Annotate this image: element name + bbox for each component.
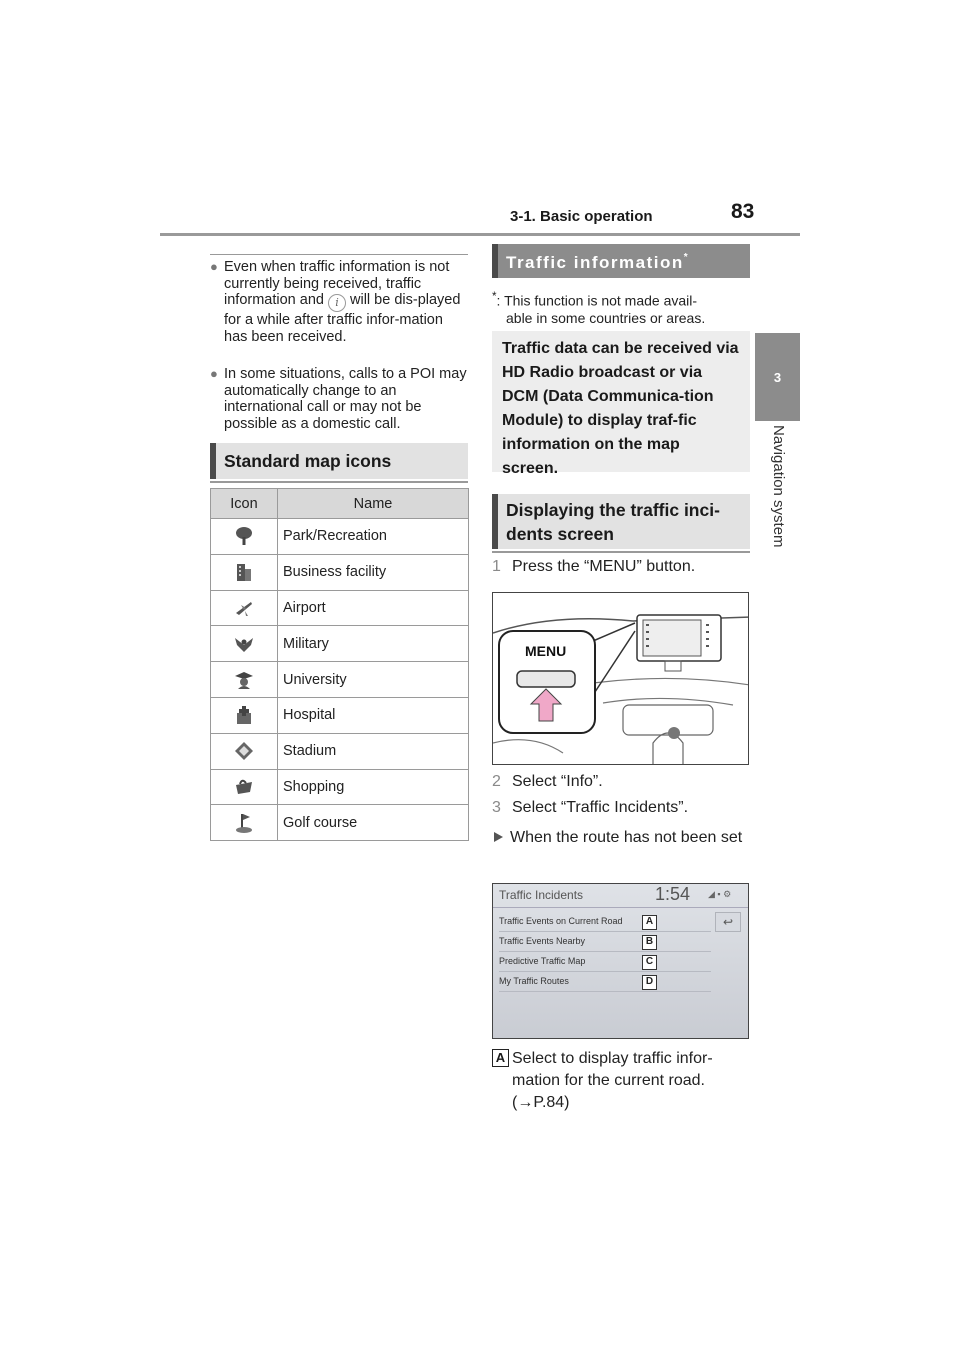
icon-name: Shopping: [278, 769, 469, 805]
callout-a-label: A: [492, 1049, 509, 1067]
hospital-icon: [233, 704, 255, 726]
icon-name: Hospital: [278, 697, 469, 733]
info-icon: i: [328, 294, 346, 312]
note-poi-calls: ● In some situations, calls to a POI may automatically change to an international call or may not be possible as a domestic call.: [210, 366, 467, 432]
table-row: [211, 519, 469, 555]
icon-name: Stadium: [278, 733, 469, 769]
traffic-intro-box: Traffic data can be received via HD Radio broadcast or via DCM (Data Communica-tion Module) to display traf-fic information on the map screen.: [492, 331, 750, 472]
airport-icon: [233, 597, 255, 619]
table-row: [211, 805, 469, 841]
table-row: [211, 733, 469, 769]
golf-course-icon: [233, 812, 255, 834]
page-reference-link[interactable]: (→P.84): [512, 1094, 570, 1111]
screen-clock: 1:54: [655, 884, 691, 904]
header-rule: [160, 233, 800, 236]
note-traffic-display: ● Even when traffic information is not currently being received, traffic information and i will be dis-played for a while after traffic infor-mation has been received.: [210, 259, 461, 345]
menu-button-label: MENU: [525, 643, 567, 659]
university-icon: [233, 669, 255, 691]
step-1: 1 Press the “MENU” button.: [492, 558, 696, 575]
callout-a-description: Select to display traffic infor-mation for the current road. (→P.84): [512, 1050, 713, 1111]
table-row: [211, 626, 469, 662]
col-icon-header: Icon: [211, 489, 278, 519]
table-row: [211, 590, 469, 626]
notes-rule: [210, 254, 468, 255]
military-icon: [233, 633, 255, 655]
bullet-icon: ●: [210, 259, 218, 274]
table-row: [211, 769, 469, 805]
page-number: 83: [731, 200, 755, 223]
col-name-header: Name: [278, 489, 469, 519]
availability-footnote: *: This function is not made avail- able in some countries or areas.: [492, 290, 706, 326]
case-no-route: When the route has not been set: [492, 827, 750, 849]
standard-icons-table: [210, 488, 469, 841]
icon-name: Golf course: [278, 805, 469, 841]
chapter-tab-label: Navigation system: [770, 425, 787, 548]
list-item[interactable]: Predictive Traffic Map C: [499, 952, 711, 972]
traffic-information-heading: Traffic information*: [492, 244, 750, 278]
list-item[interactable]: My Traffic Routes D: [499, 972, 711, 992]
traffic-incidents-screen: [492, 883, 749, 1039]
table-row: [211, 662, 469, 698]
shopping-icon: [233, 776, 255, 798]
menu-button-illustration: [492, 592, 749, 765]
status-icons: ◢ ▪ ⚙: [708, 889, 732, 899]
icon-name: Military: [278, 626, 469, 662]
business-facility-icon: [233, 561, 255, 583]
park-icon: [233, 525, 255, 547]
bullet-icon: ●: [210, 366, 218, 381]
back-icon[interactable]: ↩: [715, 912, 741, 932]
list-item[interactable]: Traffic Events on Current Road A: [499, 912, 711, 932]
chapter-tab: 3: [755, 333, 800, 421]
standard-map-icons-heading: Standard map icons: [210, 443, 468, 479]
stadium-icon: [233, 740, 255, 762]
icon-name: Airport: [278, 590, 469, 626]
list-item[interactable]: Traffic Events Nearby B: [499, 932, 711, 952]
triangle-bullet-icon: [494, 832, 503, 842]
step-3: 3 Select “Traffic Incidents”.: [492, 799, 689, 816]
section-title: 3-1. Basic operation: [510, 208, 653, 225]
icon-name: Park/Recreation: [278, 519, 469, 555]
icon-name: Business facility: [278, 554, 469, 590]
icon-name: University: [278, 662, 469, 698]
step-2: 2 Select “Info”.: [492, 773, 603, 790]
table-row: [211, 697, 469, 733]
screen-title: Traffic Incidents: [499, 888, 584, 902]
table-row: [211, 554, 469, 590]
traffic-incidents-heading: Displaying the traffic inci-dents screen: [492, 494, 750, 549]
